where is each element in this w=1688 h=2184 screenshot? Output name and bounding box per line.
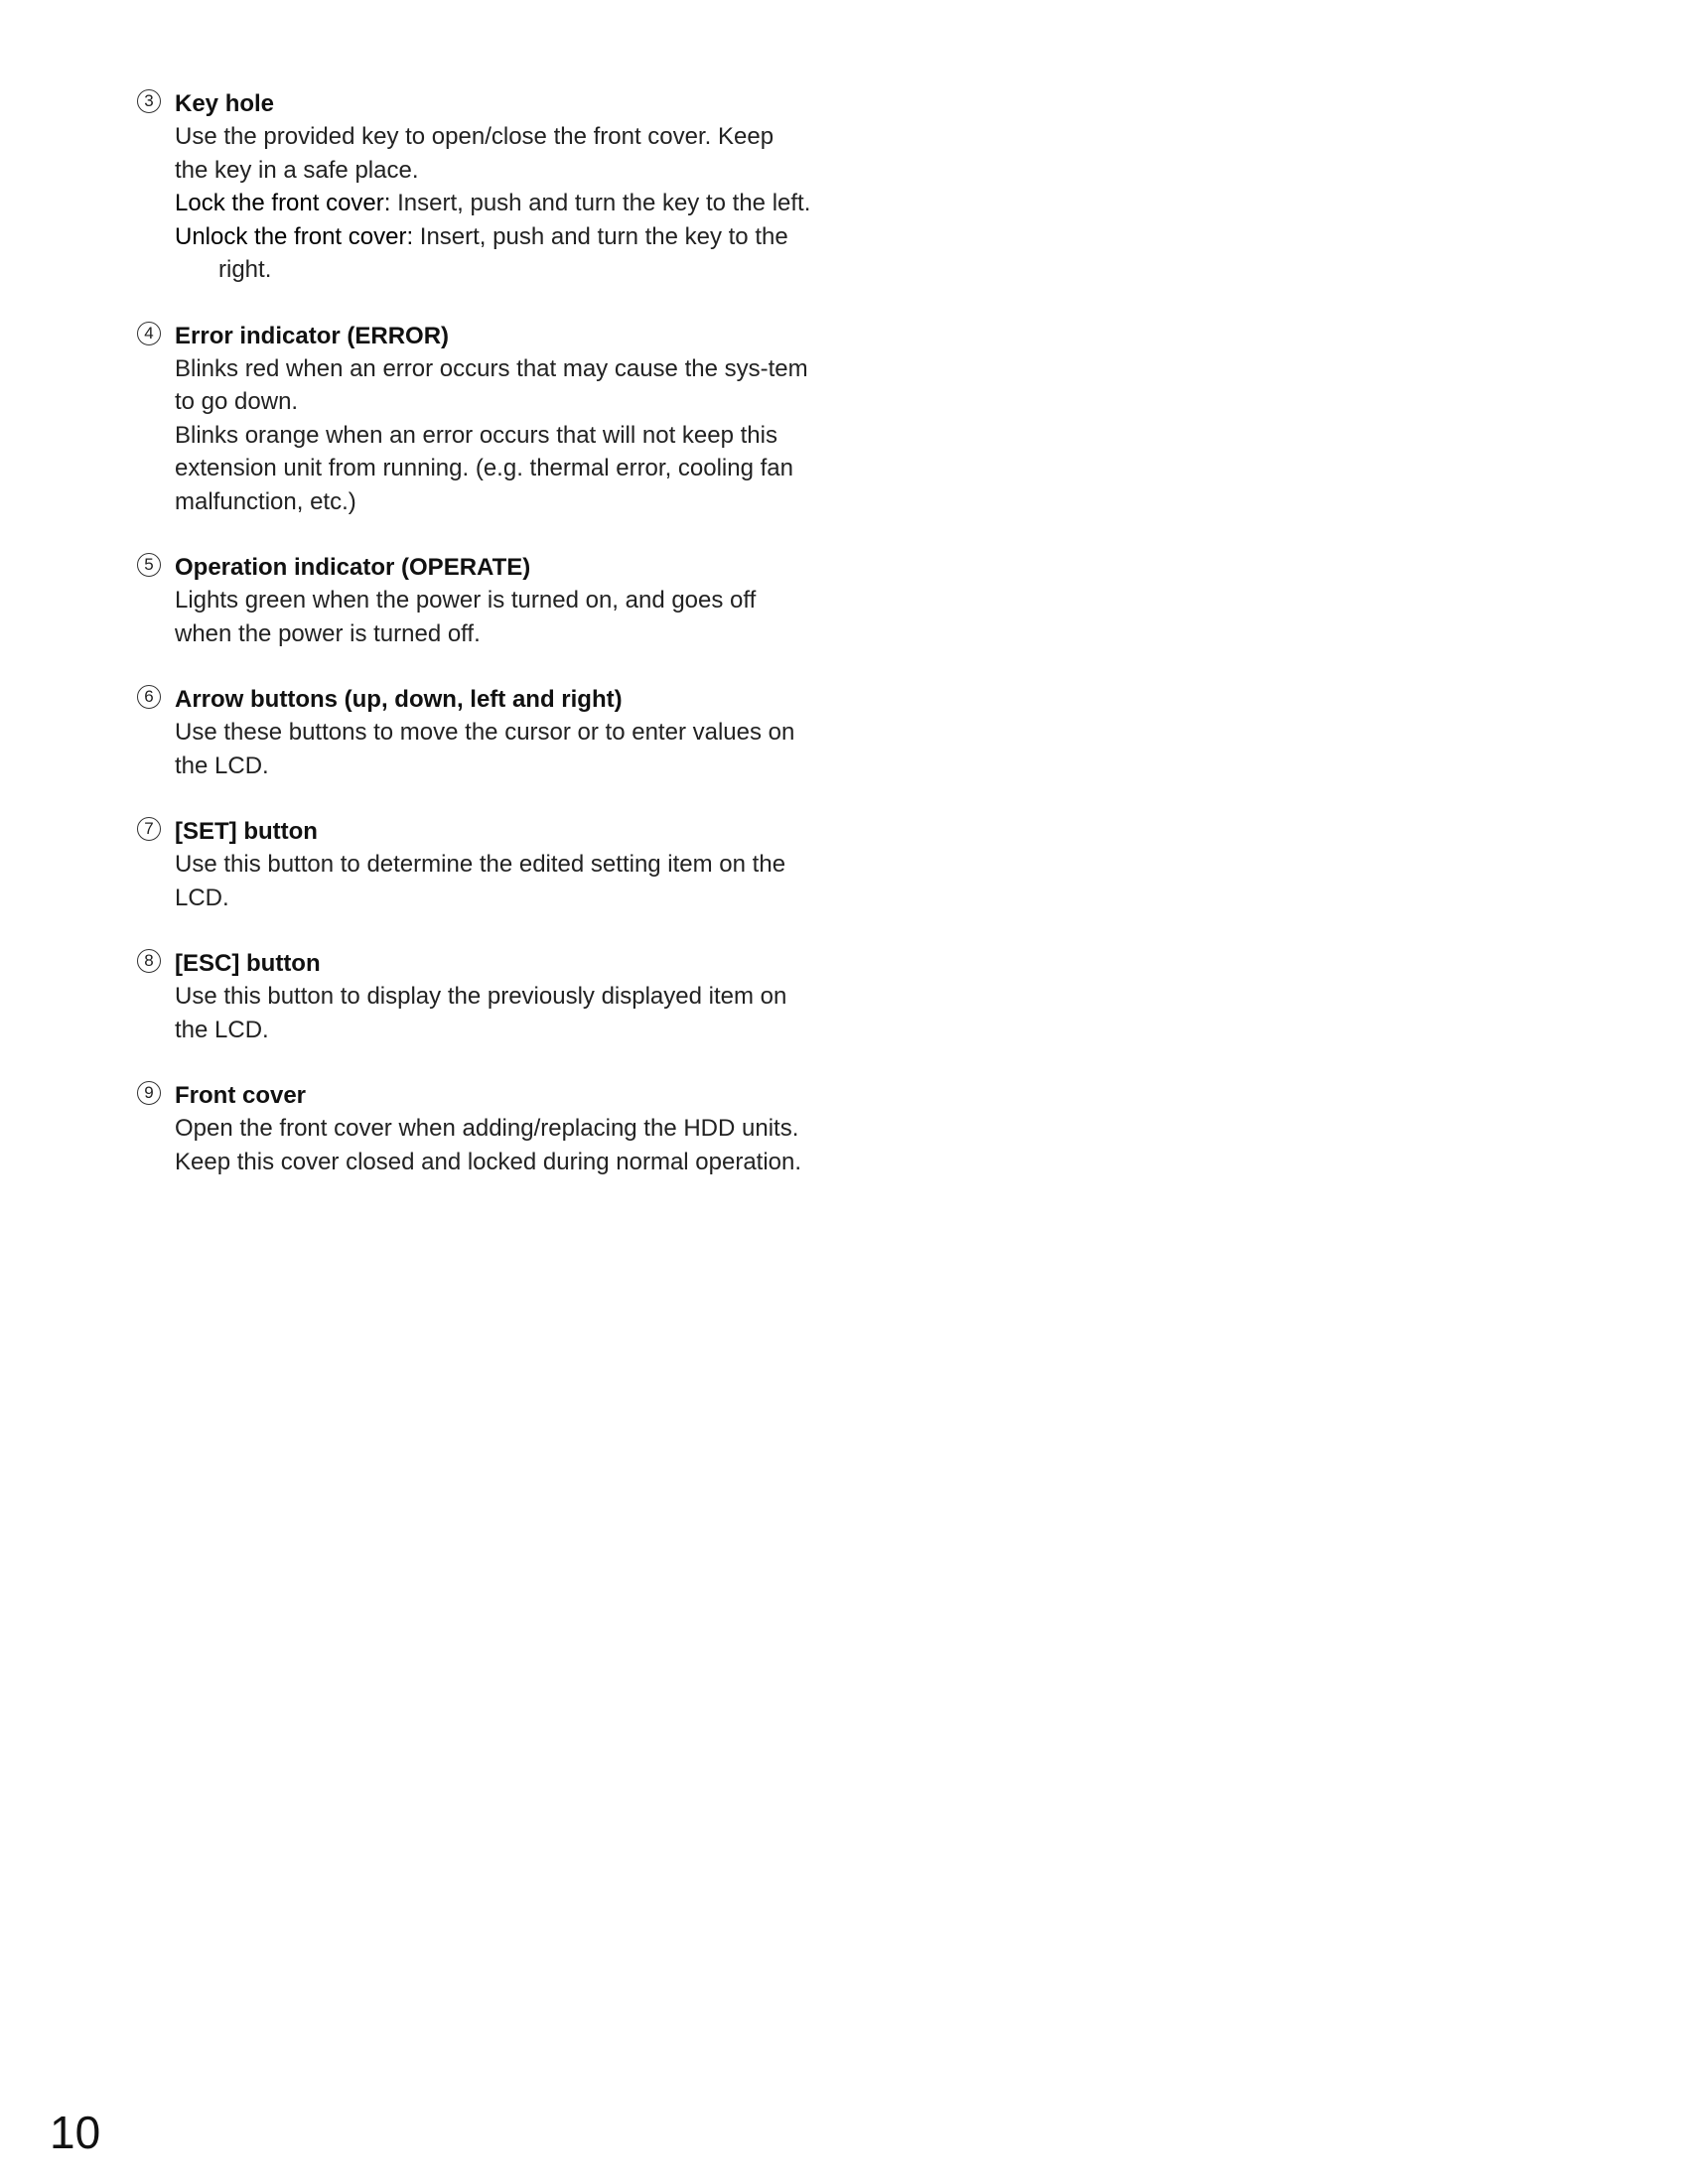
item-description: Use this button to determine the edited setting item on the LCD. — [175, 851, 786, 911]
item-operation-indicator — [137, 551, 812, 650]
item-key-hole — [137, 87, 812, 287]
item-set-button — [137, 815, 812, 914]
item-title: Front cover — [175, 1082, 307, 1109]
number-badge: 4 — [137, 322, 161, 345]
sub-text: Insert, push and turn the key to the right. — [218, 222, 788, 283]
sub-lead: Unlock the front cover: — [175, 222, 414, 250]
item-title: Arrow buttons (up, down, left and right) — [175, 686, 623, 713]
item-title: [SET] button — [175, 818, 318, 845]
sub-text: Insert, push and turn the key to the left. — [390, 190, 811, 216]
item-description: Use the provided key to open/close the front cover. Keep the key in a safe place. — [175, 123, 774, 184]
number-badge: 8 — [137, 949, 161, 973]
item-description: Use these buttons to move the cursor or to enter values on the LCD. — [175, 719, 795, 779]
item-title: Operation indicator (OPERATE) — [175, 554, 531, 581]
item-title: [ESC] button — [175, 950, 321, 977]
item-description-2: Blinks orange when an error occurs that will not keep this extension unit from running. (e.g. thermal error, cooling fan malfunction, etc.) — [175, 421, 793, 515]
sub-unlock — [175, 220, 812, 287]
item-front-cover — [137, 1079, 812, 1178]
item-title: Error indicator (ERROR) — [175, 322, 450, 349]
sub-lock — [175, 187, 812, 220]
number-badge: 6 — [137, 685, 161, 709]
item-description: Open the front cover when adding/replacing the HDD units. Keep this cover closed and locked during normal operation. — [175, 1115, 802, 1175]
item-description: Blinks red when an error occurs that may cause the sys-tem to go down. — [175, 354, 808, 415]
item-description: Use this button to display the previously displayed item on the LCD. — [175, 983, 787, 1043]
number-badge: 9 — [137, 1081, 161, 1105]
number-badge: 3 — [137, 89, 161, 113]
sub-lead: Lock the front cover: — [175, 190, 391, 216]
item-arrow-buttons — [137, 683, 812, 782]
description-list — [137, 87, 812, 1211]
number-badge: 5 — [137, 553, 161, 577]
page-number: 10 — [50, 2107, 101, 2158]
item-title: Key hole — [175, 90, 275, 117]
item-esc-button — [137, 947, 812, 1046]
item-description: Lights green when the power is turned on, and goes off when the power is turned off. — [175, 587, 757, 647]
item-error-indicator — [137, 320, 812, 519]
number-badge: 7 — [137, 817, 161, 841]
